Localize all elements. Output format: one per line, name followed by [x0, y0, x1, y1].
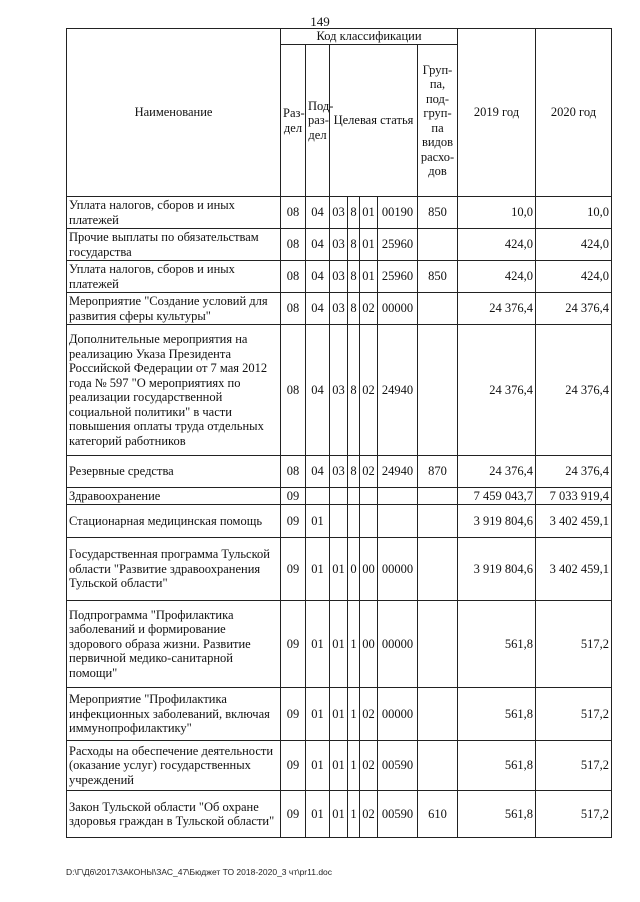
row-target-subprogram: 8 — [348, 261, 360, 293]
row-target-direction: 00000 — [378, 601, 418, 688]
row-target-subprogram: 8 — [348, 293, 360, 325]
row-name: Резервные средства — [67, 456, 281, 488]
row-target-event: 00 — [360, 538, 378, 601]
row-target-direction: 25960 — [378, 261, 418, 293]
row-target-program: 01 — [330, 601, 348, 688]
row-target-program — [330, 505, 348, 538]
row-target-direction: 00590 — [378, 741, 418, 791]
row-section: 09 — [281, 741, 306, 791]
row-target-program: 03 — [330, 293, 348, 325]
budget-table — [66, 28, 612, 838]
row-target-direction: 00000 — [378, 688, 418, 741]
row-target-event: 02 — [360, 293, 378, 325]
row-section: 08 — [281, 456, 306, 488]
row-subsection: 01 — [306, 741, 330, 791]
row-name: Мероприятие "Создание условий для развития сферы культуры" — [67, 293, 281, 325]
row-amount-2019: 24 376,4 — [458, 325, 536, 456]
row-subsection: 04 — [306, 261, 330, 293]
row-target-subprogram: 1 — [348, 741, 360, 791]
row-target-direction — [378, 505, 418, 538]
row-amount-2019: 10,0 — [458, 197, 536, 229]
row-subsection: 01 — [306, 601, 330, 688]
row-amount-2020: 517,2 — [536, 791, 612, 838]
row-target-subprogram: 8 — [348, 197, 360, 229]
row-target-subprogram: 8 — [348, 456, 360, 488]
row-amount-2019: 24 376,4 — [458, 293, 536, 325]
header-name: Наименование — [67, 29, 281, 197]
row-section: 08 — [281, 197, 306, 229]
row-amount-2020: 10,0 — [536, 197, 612, 229]
row-section: 08 — [281, 293, 306, 325]
row-target-program: 01 — [330, 538, 348, 601]
row-amount-2020: 3 402 459,1 — [536, 505, 612, 538]
table-row — [67, 791, 612, 838]
row-expense-group: 850 — [418, 197, 458, 229]
row-target-program: 03 — [330, 325, 348, 456]
row-subsection: 04 — [306, 456, 330, 488]
header-year-2020: 2020 год — [536, 29, 612, 197]
row-target-subprogram — [348, 505, 360, 538]
row-amount-2020: 7 033 919,4 — [536, 488, 612, 505]
table-row — [67, 456, 612, 488]
row-name: Мероприятие "Профилактика инфекционных заболеваний, включая иммунопрофилактику" — [67, 688, 281, 741]
row-amount-2019: 24 376,4 — [458, 456, 536, 488]
row-expense-group: 850 — [418, 261, 458, 293]
row-subsection: 01 — [306, 688, 330, 741]
row-section: 09 — [281, 505, 306, 538]
row-subsection: 04 — [306, 229, 330, 261]
row-amount-2020: 517,2 — [536, 741, 612, 791]
row-amount-2020: 517,2 — [536, 601, 612, 688]
row-amount-2019: 3 919 804,6 — [458, 505, 536, 538]
row-expense-group — [418, 688, 458, 741]
table-row — [67, 741, 612, 791]
row-target-program: 03 — [330, 197, 348, 229]
file-path-footer: D:\Г\Д6\2017\ЗАКОНЫ\ЗАС_47\Бюджет ТО 2018-2020_3 чт\pr11.doc — [66, 867, 333, 877]
row-section: 09 — [281, 488, 306, 505]
row-target-direction: 24940 — [378, 456, 418, 488]
row-target-program: 03 — [330, 261, 348, 293]
table-row — [67, 293, 612, 325]
row-amount-2020: 24 376,4 — [536, 293, 612, 325]
row-expense-group: 870 — [418, 456, 458, 488]
row-name: Закон Тульской области "Об охране здоровья граждан в Тульской области" — [67, 791, 281, 838]
row-target-subprogram: 1 — [348, 791, 360, 838]
row-amount-2019: 561,8 — [458, 791, 536, 838]
row-name: Подпрограмма "Профилактика заболеваний и формирование здорового образа жизни. Развитие первичной медико-санитарной помощи" — [67, 601, 281, 688]
table-row — [67, 688, 612, 741]
table-row — [67, 488, 612, 505]
row-target-direction: 00190 — [378, 197, 418, 229]
row-target-event: 00 — [360, 601, 378, 688]
row-expense-group — [418, 505, 458, 538]
row-name: Дополнительные мероприятия на реализацию Указа Президента Российской Федерации от 7 мая 2012 года № 597 "О мероприятиях по реализации государственной социальной политики" в части повышения оплаты труда отдельных категорий работников — [67, 325, 281, 456]
row-target-event — [360, 505, 378, 538]
header-section: Раз- дел — [281, 45, 306, 197]
row-target-program: 01 — [330, 688, 348, 741]
row-target-event: 02 — [360, 791, 378, 838]
row-amount-2020: 424,0 — [536, 229, 612, 261]
row-target-direction: 25960 — [378, 229, 418, 261]
row-amount-2019: 561,8 — [458, 688, 536, 741]
row-expense-group — [418, 293, 458, 325]
row-section: 08 — [281, 261, 306, 293]
row-subsection: 01 — [306, 791, 330, 838]
row-section: 09 — [281, 601, 306, 688]
row-section: 09 — [281, 688, 306, 741]
row-name: Прочие выплаты по обязательствам государства — [67, 229, 281, 261]
row-amount-2019: 424,0 — [458, 229, 536, 261]
row-target-direction — [378, 488, 418, 505]
row-section: 08 — [281, 325, 306, 456]
row-target-program: 03 — [330, 229, 348, 261]
table-row — [67, 601, 612, 688]
row-target-event: 02 — [360, 456, 378, 488]
row-name: Уплата налогов, сборов и иных платежей — [67, 197, 281, 229]
row-expense-group — [418, 601, 458, 688]
row-target-event: 01 — [360, 261, 378, 293]
row-expense-group: 610 — [418, 791, 458, 838]
row-expense-group — [418, 229, 458, 261]
row-name: Государственная программа Тульской области "Развитие здравоохранения Тульской области" — [67, 538, 281, 601]
table-row — [67, 261, 612, 293]
row-name: Здравоохранение — [67, 488, 281, 505]
row-amount-2019: 561,8 — [458, 741, 536, 791]
row-expense-group — [418, 538, 458, 601]
row-target-event: 01 — [360, 229, 378, 261]
row-target-event: 02 — [360, 741, 378, 791]
row-target-subprogram: 8 — [348, 229, 360, 261]
table-row — [67, 325, 612, 456]
row-subsection: 04 — [306, 197, 330, 229]
row-subsection: 04 — [306, 293, 330, 325]
row-target-event — [360, 488, 378, 505]
header-expense-group: Груп- па, под- груп- па видов расхо- дов — [418, 45, 458, 197]
row-target-event: 02 — [360, 325, 378, 456]
row-target-direction: 24940 — [378, 325, 418, 456]
row-target-event: 02 — [360, 688, 378, 741]
row-target-subprogram: 1 — [348, 688, 360, 741]
page-number: 149 — [310, 14, 330, 29]
row-amount-2020: 424,0 — [536, 261, 612, 293]
header-classification: Код классификации — [281, 29, 458, 45]
row-target-subprogram: 0 — [348, 538, 360, 601]
row-name: Уплата налогов, сборов и иных платежей — [67, 261, 281, 293]
row-subsection: 04 — [306, 325, 330, 456]
row-expense-group — [418, 488, 458, 505]
row-amount-2019: 7 459 043,7 — [458, 488, 536, 505]
header-year-2019: 2019 год — [458, 29, 536, 197]
row-name: Расходы на обеспечение деятельности (оказание услуг) государственных учреждений — [67, 741, 281, 791]
row-subsection: 01 — [306, 538, 330, 601]
row-section: 09 — [281, 538, 306, 601]
row-amount-2019: 424,0 — [458, 261, 536, 293]
row-target-subprogram: 8 — [348, 325, 360, 456]
row-expense-group — [418, 741, 458, 791]
row-target-program: 03 — [330, 456, 348, 488]
table-row — [67, 197, 612, 229]
row-target-direction: 00590 — [378, 791, 418, 838]
row-target-subprogram — [348, 488, 360, 505]
row-amount-2020: 24 376,4 — [536, 325, 612, 456]
row-subsection — [306, 488, 330, 505]
header-subsection: Под- раз- дел — [306, 45, 330, 197]
row-section: 09 — [281, 791, 306, 838]
row-amount-2020: 517,2 — [536, 688, 612, 741]
row-target-event: 01 — [360, 197, 378, 229]
row-target-program: 01 — [330, 791, 348, 838]
row-subsection: 01 — [306, 505, 330, 538]
header-target-item: Целевая статья — [330, 45, 418, 197]
row-expense-group — [418, 325, 458, 456]
row-amount-2020: 24 376,4 — [536, 456, 612, 488]
row-amount-2019: 3 919 804,6 — [458, 538, 536, 601]
row-target-program — [330, 488, 348, 505]
row-target-program: 01 — [330, 741, 348, 791]
row-section: 08 — [281, 229, 306, 261]
row-target-subprogram: 1 — [348, 601, 360, 688]
table-row — [67, 505, 612, 538]
row-target-direction: 00000 — [378, 538, 418, 601]
table-row — [67, 538, 612, 601]
table-row — [67, 229, 612, 261]
row-amount-2019: 561,8 — [458, 601, 536, 688]
row-name: Стационарная медицинская помощь — [67, 505, 281, 538]
row-amount-2020: 3 402 459,1 — [536, 538, 612, 601]
row-target-direction: 00000 — [378, 293, 418, 325]
